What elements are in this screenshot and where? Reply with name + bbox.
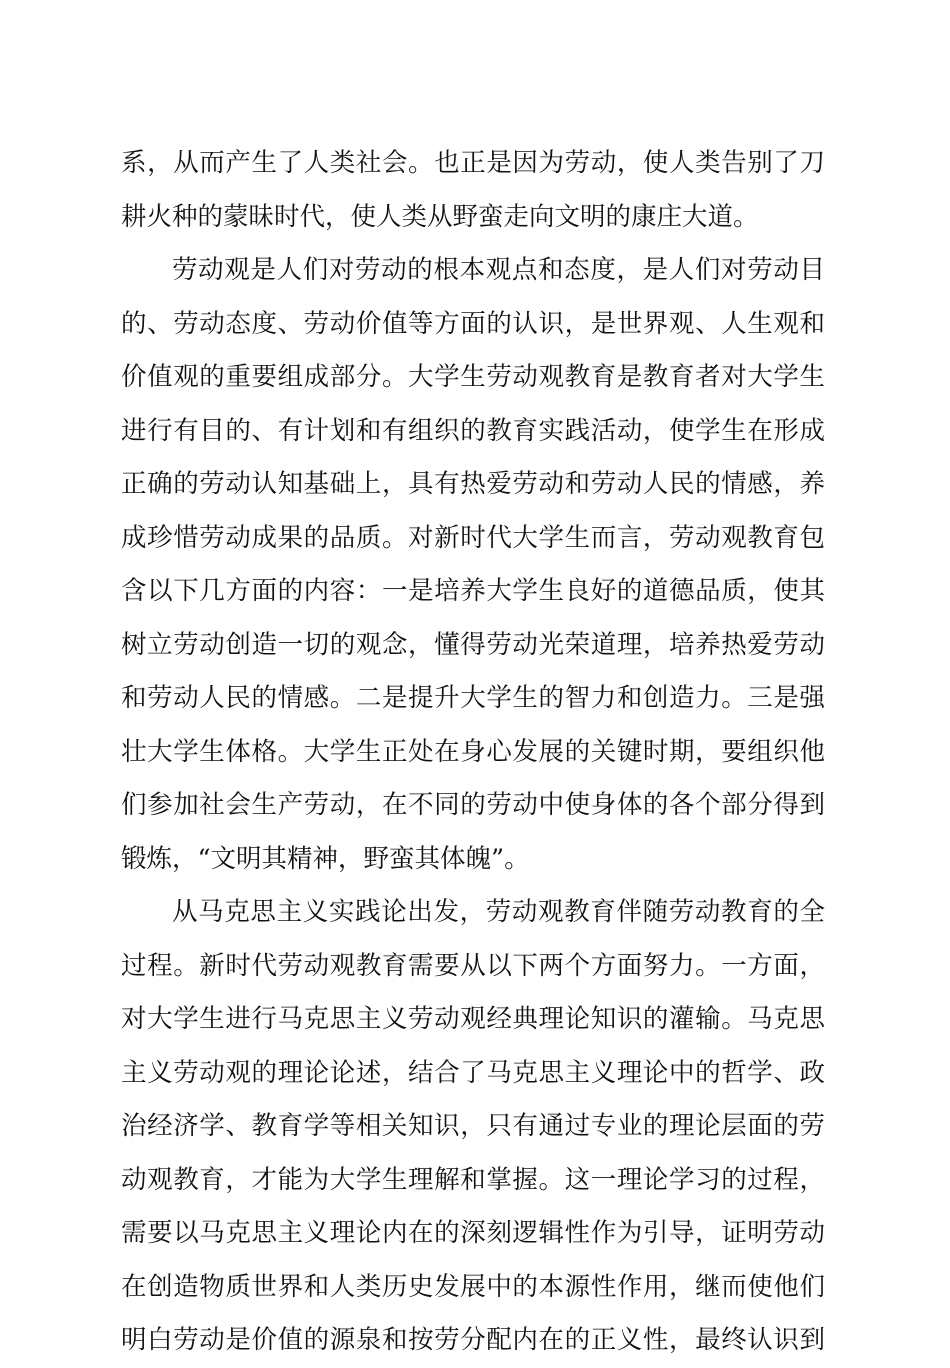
text-line: 需要以马克思主义理论内在的深刻逻辑性作为引导，证明劳动 [121, 1218, 825, 1248]
text-line: 动观教育，才能为大学生理解和掌握。这一理论学习的过程， [121, 1164, 825, 1195]
text-line: 锻炼，“文明其精神，野蛮其体魄”。 [121, 843, 530, 874]
text-line: 在创造物质世界和人类历史发展中的本源性作用，继而使他们 [121, 1271, 825, 1302]
text-line: 们参加社会生产劳动，在不同的劳动中使身体的各个部分得到 [121, 790, 825, 820]
text-line: 治经济学、教育学等相关知识，只有通过专业的理论层面的劳 [121, 1111, 825, 1141]
text-line: 过程。新时代劳动观教育需要从以下两个方面努力。一方面， [121, 950, 825, 981]
text-line: 系，从而产生了人类社会。也正是因为劳动，使人类告别了刀 [121, 148, 825, 178]
paragraph-1 [121, 137, 825, 244]
text-line: 对大学生进行马克思主义劳动观经典理论知识的灌输。马克思 [121, 1004, 825, 1034]
text-line: 成珍惜劳动成果的品质。对新时代大学生而言，劳动观教育包 [121, 522, 825, 553]
text-line: 含以下几方面的内容：一是培养大学生良好的道德品质，使其 [121, 576, 825, 606]
paragraph-2 [121, 244, 825, 886]
text-line: 价值观的重要组成部分。大学生劳动观教育是教育者对大学生 [121, 362, 825, 392]
text-line: 的、劳动态度、劳动价值等方面的认识，是世界观、人生观和 [121, 308, 825, 339]
text-line: 耕火种的蒙昧时代，使人类从野蛮走向文明的康庄大道。 [121, 201, 759, 232]
text-line: 主义劳动观的理论论述，结合了马克思主义理论中的哲学、政 [121, 1057, 825, 1088]
text-line: 从马克思主义实践论出发，劳动观教育伴随劳动教育的全 [172, 897, 825, 927]
text-line: 劳动观是人们对劳动的根本观点和态度，是人们对劳动目 [172, 255, 825, 285]
text-line: 和劳动人民的情感。二是提升大学生的智力和创造力。三是强 [121, 683, 825, 713]
text-line: 壮大学生体格。大学生正处在身心发展的关键时期，要组织他 [121, 736, 825, 767]
text-line: 进行有目的、有计划和有组织的教育实践活动，使学生在形成 [121, 415, 825, 446]
text-line: 树立劳动创造一切的观念，懂得劳动光荣道理，培养热爱劳动 [121, 629, 825, 660]
text-line: 明白劳动是价值的源泉和按劳分配内在的正义性，最终认识到 [121, 1325, 825, 1355]
paragraph-3 [121, 886, 825, 1368]
body-text [121, 137, 825, 1368]
text-line: 正确的劳动认知基础上，具有热爱劳动和劳动人民的情感，养 [121, 469, 825, 499]
